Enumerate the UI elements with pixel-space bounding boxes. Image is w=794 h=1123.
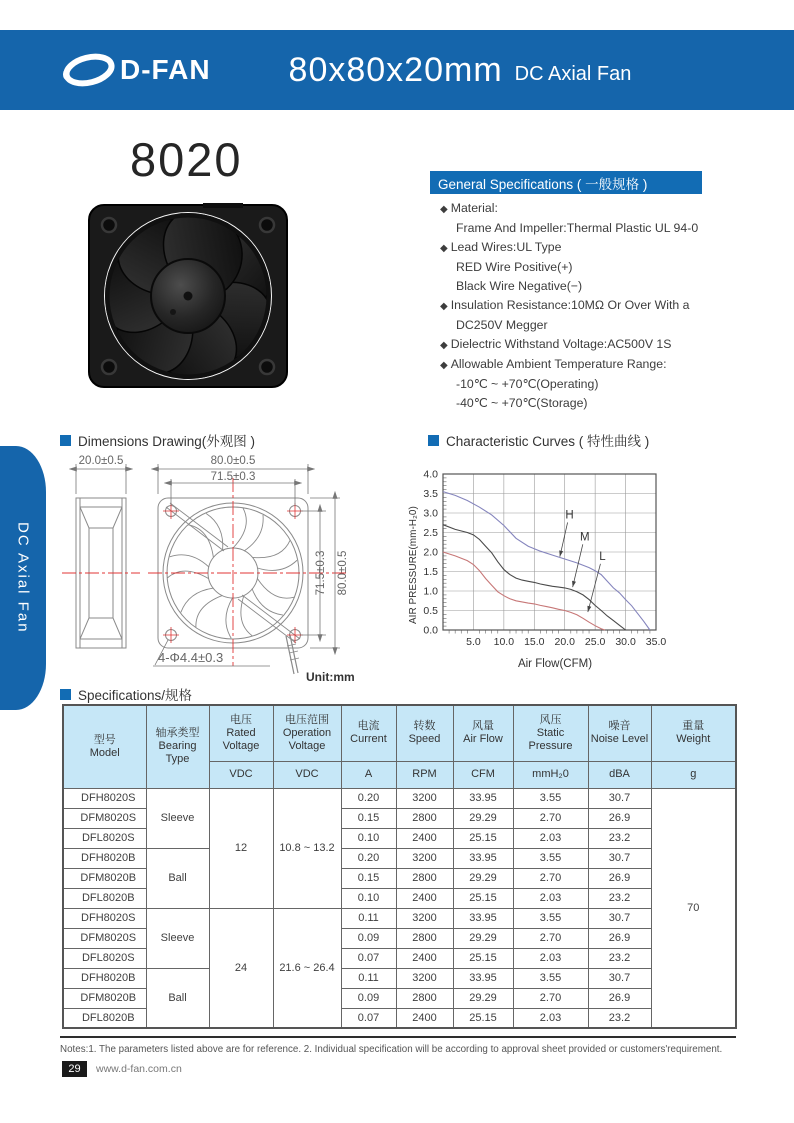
cell-noise-level: 23.2	[588, 1008, 651, 1028]
cell-static-pressure: 3.55	[513, 968, 588, 988]
y-tick-label: 2.0	[423, 546, 438, 559]
cell-current: 0.15	[341, 868, 396, 888]
column-header: 型号 Model	[63, 705, 146, 788]
curve-H	[443, 492, 650, 630]
cell-model: DFL8020B	[63, 888, 146, 908]
table-row	[63, 788, 736, 808]
cell-static-pressure: 2.03	[513, 888, 588, 908]
y-tick-label: 0.5	[423, 605, 438, 617]
curves-section-title: Characteristic Curves ( 特性曲线 )	[446, 434, 650, 449]
x-tick-label: 30.0	[615, 636, 636, 648]
footer-notes: Notes:1. The parameters listed above are for reference. 2. Individual specification will be according to approval sheet provided or customers'requirement.	[60, 1044, 723, 1055]
y-tick-label: 3.5	[423, 488, 438, 500]
brand-logo	[62, 50, 211, 90]
cell-weight: 70	[651, 788, 736, 1028]
specifications-table	[62, 704, 737, 1029]
spec-item: -40℃ ~ +70℃(Storage)	[456, 396, 588, 410]
dim-depth: 20.0±0.5	[78, 455, 124, 467]
y-tick-label: 0.0	[423, 624, 438, 637]
column-header: 风压 Static Pressure	[513, 705, 588, 761]
cell-noise-level: 23.2	[588, 828, 651, 848]
product-subtitle: DC Axial Fan	[514, 62, 632, 85]
specifications-section-header	[60, 684, 192, 704]
column-header: 重量 Weight	[651, 705, 736, 761]
cell-noise-level: 30.7	[588, 968, 651, 988]
dim-width-inner: 71.5±0.3	[210, 471, 256, 483]
cell-model: DFM8020B	[63, 988, 146, 1008]
spec-item: RED Wire Positive(+)	[456, 260, 573, 274]
cell-operation-voltage: 10.8 ~ 13.2	[273, 788, 341, 908]
cell-current: 0.11	[341, 908, 396, 928]
general-specs-title: General Specifications ( 一般规格 )	[438, 176, 648, 192]
cell-static-pressure: 2.70	[513, 928, 588, 948]
cell-operation-voltage: 21.6 ~ 26.4	[273, 908, 341, 1028]
column-header: 噪音 Noise Level	[588, 705, 651, 761]
cell-rated-voltage: 12	[209, 788, 273, 908]
cell-model: DFL8020S	[63, 828, 146, 848]
page-number-badge: 29	[62, 1061, 87, 1077]
curve-label-M: M	[580, 531, 590, 544]
cell-static-pressure: 2.70	[513, 868, 588, 888]
cell-speed: 3200	[396, 968, 453, 988]
cell-noise-level: 30.7	[588, 908, 651, 928]
curve-label-L: L	[599, 550, 606, 563]
fan-product-photo	[85, 196, 295, 396]
dim-unit: Unit:mm	[306, 670, 355, 684]
top-banner	[0, 30, 794, 110]
cell-airflow: 25.15	[453, 1008, 513, 1028]
chart-y-axis-label: AIR PRESSURE(mm-H₂0)	[408, 506, 419, 624]
x-tick-label: 15.0	[524, 636, 545, 648]
cell-airflow: 25.15	[453, 888, 513, 908]
general-specs-list	[430, 199, 770, 413]
x-tick-label: 5.0	[466, 636, 481, 648]
spec-item: ◆ Dielectric Withstand Voltage:AC500V 1S	[430, 335, 770, 355]
y-tick-label: 3.0	[423, 507, 438, 520]
x-tick-label: 35.0	[645, 636, 667, 648]
column-header: 电流 Current	[341, 705, 396, 761]
cell-current: 0.07	[341, 948, 396, 968]
section-marker-icon	[428, 435, 439, 446]
annotation-leader	[573, 544, 583, 587]
cell-current: 0.10	[341, 888, 396, 908]
annotation-arrowhead	[587, 606, 591, 612]
cell-model: DFH8020S	[63, 908, 146, 928]
cell-speed: 2800	[396, 988, 453, 1008]
cell-static-pressure: 2.70	[513, 808, 588, 828]
column-unit: A	[341, 761, 396, 788]
cell-static-pressure: 3.55	[513, 788, 588, 808]
cell-speed: 3200	[396, 908, 453, 928]
cell-airflow: 33.95	[453, 788, 513, 808]
cell-current: 0.09	[341, 928, 396, 948]
product-size-title: 80x80x20mm	[288, 50, 503, 89]
annotation-arrowhead	[572, 581, 576, 587]
cell-noise-level: 26.9	[588, 868, 651, 888]
annotation-arrowhead	[559, 550, 563, 556]
cell-noise-level: 30.7	[588, 788, 651, 808]
spec-item: Frame And Impeller:Thermal Plastic UL 94-0	[456, 221, 699, 235]
cell-current: 0.15	[341, 808, 396, 828]
cell-airflow: 29.29	[453, 808, 513, 828]
category-side-tab	[0, 446, 46, 710]
cell-model: DFH8020B	[63, 968, 146, 988]
column-unit: g	[651, 761, 736, 788]
brand-name: D-FAN	[120, 54, 211, 85]
column-unit: mmH₂0	[513, 761, 588, 788]
cell-airflow: 33.95	[453, 968, 513, 988]
column-unit: VDC	[209, 761, 273, 788]
cell-speed: 3200	[396, 848, 453, 868]
cell-speed: 2800	[396, 808, 453, 828]
cell-noise-level: 26.9	[588, 928, 651, 948]
cell-noise-level: 23.2	[588, 948, 651, 968]
cell-bearing-type: Ball	[146, 848, 209, 908]
spec-item: DC250V Megger	[456, 318, 548, 332]
cell-static-pressure: 2.70	[513, 988, 588, 1008]
cell-speed: 2400	[396, 1008, 453, 1028]
y-tick-label: 4.0	[423, 468, 438, 481]
curves-section-header	[428, 430, 649, 450]
cell-static-pressure: 2.03	[513, 1008, 588, 1028]
cell-speed: 2800	[396, 928, 453, 948]
cell-airflow: 25.15	[453, 828, 513, 848]
dim-height-inner: 71.5±0.3	[315, 550, 327, 596]
spec-item: Black Wire Negative(−)	[456, 279, 583, 293]
cell-static-pressure: 2.03	[513, 948, 588, 968]
category-side-tab-label: DC Axial Fan	[14, 522, 32, 634]
cell-noise-level: 23.2	[588, 888, 651, 908]
footer-divider	[60, 1036, 736, 1038]
cell-model: DFM8020S	[63, 928, 146, 948]
column-header: 轴承类型 Bearing Type	[146, 705, 209, 788]
cell-airflow: 29.29	[453, 868, 513, 888]
spec-item: ◆ Allowable Ambient Temperature Range:	[430, 355, 770, 375]
cell-airflow: 29.29	[453, 988, 513, 1008]
chart-x-axis-label: Air Flow(CFM)	[517, 658, 593, 670]
column-header: 转数 Speed	[396, 705, 453, 761]
cell-speed: 3200	[396, 788, 453, 808]
column-unit: RPM	[396, 761, 453, 788]
y-tick-label: 2.5	[423, 527, 438, 539]
x-tick-label: 25.0	[584, 636, 606, 648]
dim-width-outer: 80.0±0.5	[210, 455, 256, 467]
cell-noise-level: 26.9	[588, 988, 651, 1008]
cell-model: DFL8020S	[63, 948, 146, 968]
cell-current: 0.07	[341, 1008, 396, 1028]
specifications-section-title: Specifications/规格	[78, 688, 193, 703]
dimensions-drawing	[58, 450, 408, 690]
spec-item: ◆ Lead Wires:UL Type	[430, 238, 770, 258]
table-row	[63, 968, 736, 988]
spec-item: ◆ Material:	[430, 199, 770, 219]
swoosh-logo-icon	[62, 50, 116, 90]
dimensions-section-header	[60, 430, 255, 450]
cell-speed: 2800	[396, 868, 453, 888]
cell-noise-level: 30.7	[588, 848, 651, 868]
cell-bearing-type: Sleeve	[146, 908, 209, 968]
column-unit: CFM	[453, 761, 513, 788]
cell-static-pressure: 2.03	[513, 828, 588, 848]
cell-model: DFL8020B	[63, 1008, 146, 1028]
characteristic-curves-chart	[405, 458, 740, 674]
cell-current: 0.10	[341, 828, 396, 848]
column-header: 风量 Air Flow	[453, 705, 513, 761]
cell-airflow: 25.15	[453, 948, 513, 968]
x-tick-label: 20.0	[554, 636, 575, 648]
dim-holes: 4-Φ4.4±0.3	[158, 650, 224, 665]
cell-noise-level: 26.9	[588, 808, 651, 828]
cell-model: DFM8020S	[63, 808, 146, 828]
cell-static-pressure: 3.55	[513, 848, 588, 868]
y-tick-label: 1.5	[423, 566, 438, 578]
dim-height-outer: 80.0±0.5	[337, 550, 349, 596]
cell-current: 0.20	[341, 788, 396, 808]
x-tick-label: 10.0	[493, 636, 515, 648]
cell-speed: 2400	[396, 888, 453, 908]
column-header: 电压 Rated Voltage	[209, 705, 273, 761]
cell-current: 0.20	[341, 848, 396, 868]
section-marker-icon	[60, 435, 71, 446]
section-marker-icon	[60, 689, 71, 700]
cell-current: 0.11	[341, 968, 396, 988]
cell-airflow: 33.95	[453, 908, 513, 928]
cell-speed: 2400	[396, 948, 453, 968]
spec-item: ◆ Insulation Resistance:10MΩ Or Over With a	[430, 296, 770, 316]
cell-speed: 2400	[396, 828, 453, 848]
cell-model: DFH8020S	[63, 788, 146, 808]
cell-current: 0.09	[341, 988, 396, 1008]
table-row	[63, 848, 736, 868]
column-unit: VDC	[273, 761, 341, 788]
column-unit: dBA	[588, 761, 651, 788]
cell-model: DFH8020B	[63, 848, 146, 868]
cell-bearing-type: Sleeve	[146, 788, 209, 848]
cell-static-pressure: 3.55	[513, 908, 588, 928]
column-header: 电压范围 Operation Voltage	[273, 705, 341, 761]
model-number: 8020	[130, 133, 243, 186]
y-tick-label: 1.0	[423, 585, 438, 598]
dimensions-section-title: Dimensions Drawing(外观图 )	[78, 434, 256, 449]
cell-bearing-type: Ball	[146, 968, 209, 1028]
curve-label-H: H	[565, 509, 574, 522]
general-specs-header	[430, 171, 702, 194]
cell-rated-voltage: 24	[209, 908, 273, 1028]
cell-airflow: 33.95	[453, 848, 513, 868]
spec-item: -10℃ ~ +70℃(Operating)	[456, 377, 599, 391]
cell-model: DFM8020B	[63, 868, 146, 888]
website-url: www.d-fan.com.cn	[96, 1063, 182, 1075]
table-row	[63, 908, 736, 928]
cell-airflow: 29.29	[453, 928, 513, 948]
